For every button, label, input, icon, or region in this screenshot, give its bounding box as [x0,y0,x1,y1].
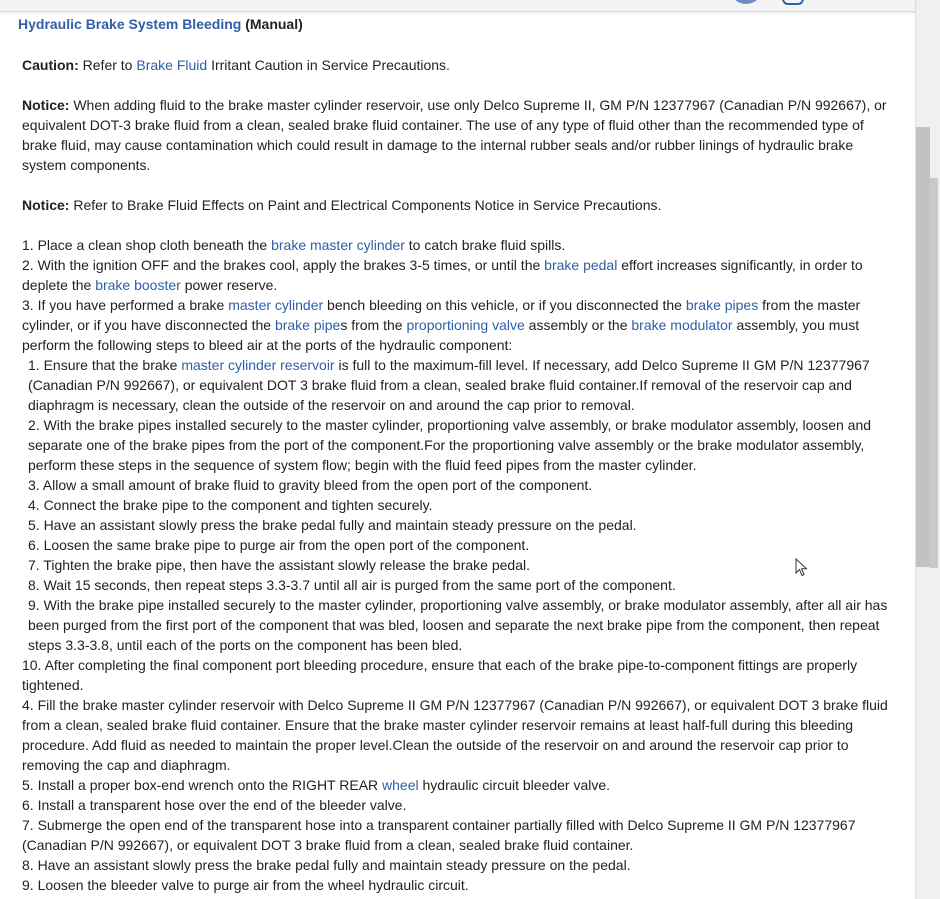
scrollbar-thumb-outer[interactable] [930,178,938,568]
substep-3-5: 5. Have an assistant slowly press the brake pedal fully and maintain steady pressure on the pedal. [28,517,637,533]
wheel-link[interactable]: wheel [382,777,419,793]
substep-3-8: 8. Wait 15 seconds, then repeat steps 3.3-3.7 until all air is purged from the same port of the component. [28,577,676,593]
step-6: 6. Install a transparent hose over the end of the bleeder valve. [22,797,407,813]
substep-3-6: 6. Loosen the same brake pipe to purge air from the open port of the component. [28,537,530,553]
user-avatar-icon[interactable] [732,0,760,4]
brake-booster-link[interactable]: brake booster [95,277,181,293]
proportioning-valve-link[interactable]: proportioning valve [406,317,525,333]
step-5: 5. Install a proper box-end wrench onto the RIGHT REAR wheel hydraulic circuit bleeder valve. [22,777,611,793]
step-1: 1. Place a clean shop cloth beneath the brake master cylinder to catch brake fluid spills. [22,237,566,253]
substep-3-7: 7. Tighten the brake pipe, then have the assistant slowly release the brake pedal. [28,557,530,573]
substep-3-1: 1. Ensure that the brake master cylinder reservoir is full to the maximum-fill level. If necessary, add Delco Supreme II GM P/N 12377967 (Canadian P/N 992667), or equivalent DOT 3 brake fluid from a clean, sealed brake fluid container.If removal of the reservoir cap and diaphragm is necessary, clean the outside of the reservoir on and around the cap prior to removal. [28,357,870,413]
step-8: 8. Have an assistant slowly press the brake pedal fully and maintain steady pressure on the pedal. [22,857,631,873]
brake-pipes-link[interactable]: brake pipes [685,297,759,313]
title-link[interactable]: Hydraulic Brake System Bleeding [18,16,242,32]
steps-list [18,235,890,895]
notice-paragraph-2: Notice: Refer to Brake Fluid Effects on Paint and Electrical Components Notice in Service Precautions. [22,197,662,213]
step-3: 3. If you have performed a brake master cylinder bench bleeding on this vehicle, or if you disconnected the brake pipes from the master cylinder, or if you have disconnected the brake pipes from the proportioning valve assembly or the brake modulator assembly, you must perform the following steps to bleed air at the ports of the hydraulic component: [22,297,861,353]
brake-modulator-link[interactable]: brake modulator [631,317,733,333]
brake-pipe-link[interactable]: brake pipe [274,317,341,333]
substep-3-2: 2. With the brake pipes installed securely to the master cylinder, proportioning valve assembly, or brake modulator assembly, loosen and separate one of the brake pipes from the port of the component.For the proportioning valve assembly or the brake modulator assembly, perform these steps in the sequence of system flow; begin with the fluid feed pipes from the master cylinder. [28,417,872,473]
master-cylinder-link[interactable]: master cylinder [228,297,324,313]
substep-3-10: 10. After completing the final component port bleeding procedure, ensure that each of the brake pipe-to-component fittings are properly tightened. [22,657,858,693]
step-4: 4. Fill the brake master cylinder reservoir with Delco Supreme II GM P/N 12377967 (Canadian P/N 992667), or equivalent DOT 3 brake fluid from a clean, sealed brake fluid container. Ensure that the brake master cylinder reservoir remains at least half-full during this bleeding procedure. Add fluid as needed to maintain the proper level.Clean the outside of the reservoir on and around the reservoir cap prior to removing the cap and diaphragm. [22,697,888,773]
top-toolbar [0,0,915,12]
brake-fluid-link[interactable]: Brake Fluid [136,57,208,73]
substep-3-4: 4. Connect the brake pipe to the component and tighten securely. [28,497,433,513]
step-2: 2. With the ignition OFF and the brakes cool, apply the brakes 3-5 times, or until the brake pedal effort increases significantly, in order to deplete the brake booster power reserve. [22,257,863,293]
step-7: 7. Submerge the open end of the transparent hose into a transparent container partially filled with Delco Supreme II GM P/N 12377967 (Canadian P/N 992667), or equivalent DOT 3 brake fluid from a clean, sealed brake fluid container. [22,817,856,853]
substep-3-9: 9. With the brake pipe installed securely to the master cylinder, proportioning valve assembly, or brake modulator assembly, after all air has been purged from the first port of the component that was bled, loosen and separate the next brake pipe from the component, then repeat steps 3.3-3.8, until each of the ports on the component has been bled. [28,597,888,653]
scrollbar-thumb[interactable] [916,127,930,567]
caution-paragraph: Caution: Refer to Brake Fluid Irritant Caution in Service Precautions. [22,57,450,73]
toolbar-icon[interactable] [782,0,804,5]
substep-3-3: 3. Allow a small amount of brake fluid to gravity bleed from the open port of the component. [28,477,593,493]
mouse-cursor-icon [795,558,809,578]
brake-pedal-link[interactable]: brake pedal [544,257,618,273]
document-body [18,14,890,895]
page-title: Hydraulic Brake System Bleeding (Manual) [18,16,303,32]
master-cylinder-reservoir-link[interactable]: master cylinder reservoir [181,357,335,373]
notice-paragraph: Notice: When adding fluid to the brake master cylinder reservoir, use only Delco Supreme II, GM P/N 12377967 (Canadian P/N 992667), or equivalent DOT-3 brake fluid from a clean, sealed brake fluid container. The use of any type of fluid other than the recommended type of brake fluid, may cause contamination which could result in damage to the internal rubber seals and/or rubber linings of hydraulic brake system components. [22,97,887,173]
step-9: 9. Loosen the bleeder valve to purge air from the wheel hydraulic circuit. [22,877,469,893]
brake-master-cylinder-link[interactable]: brake master cylinder [271,237,405,253]
